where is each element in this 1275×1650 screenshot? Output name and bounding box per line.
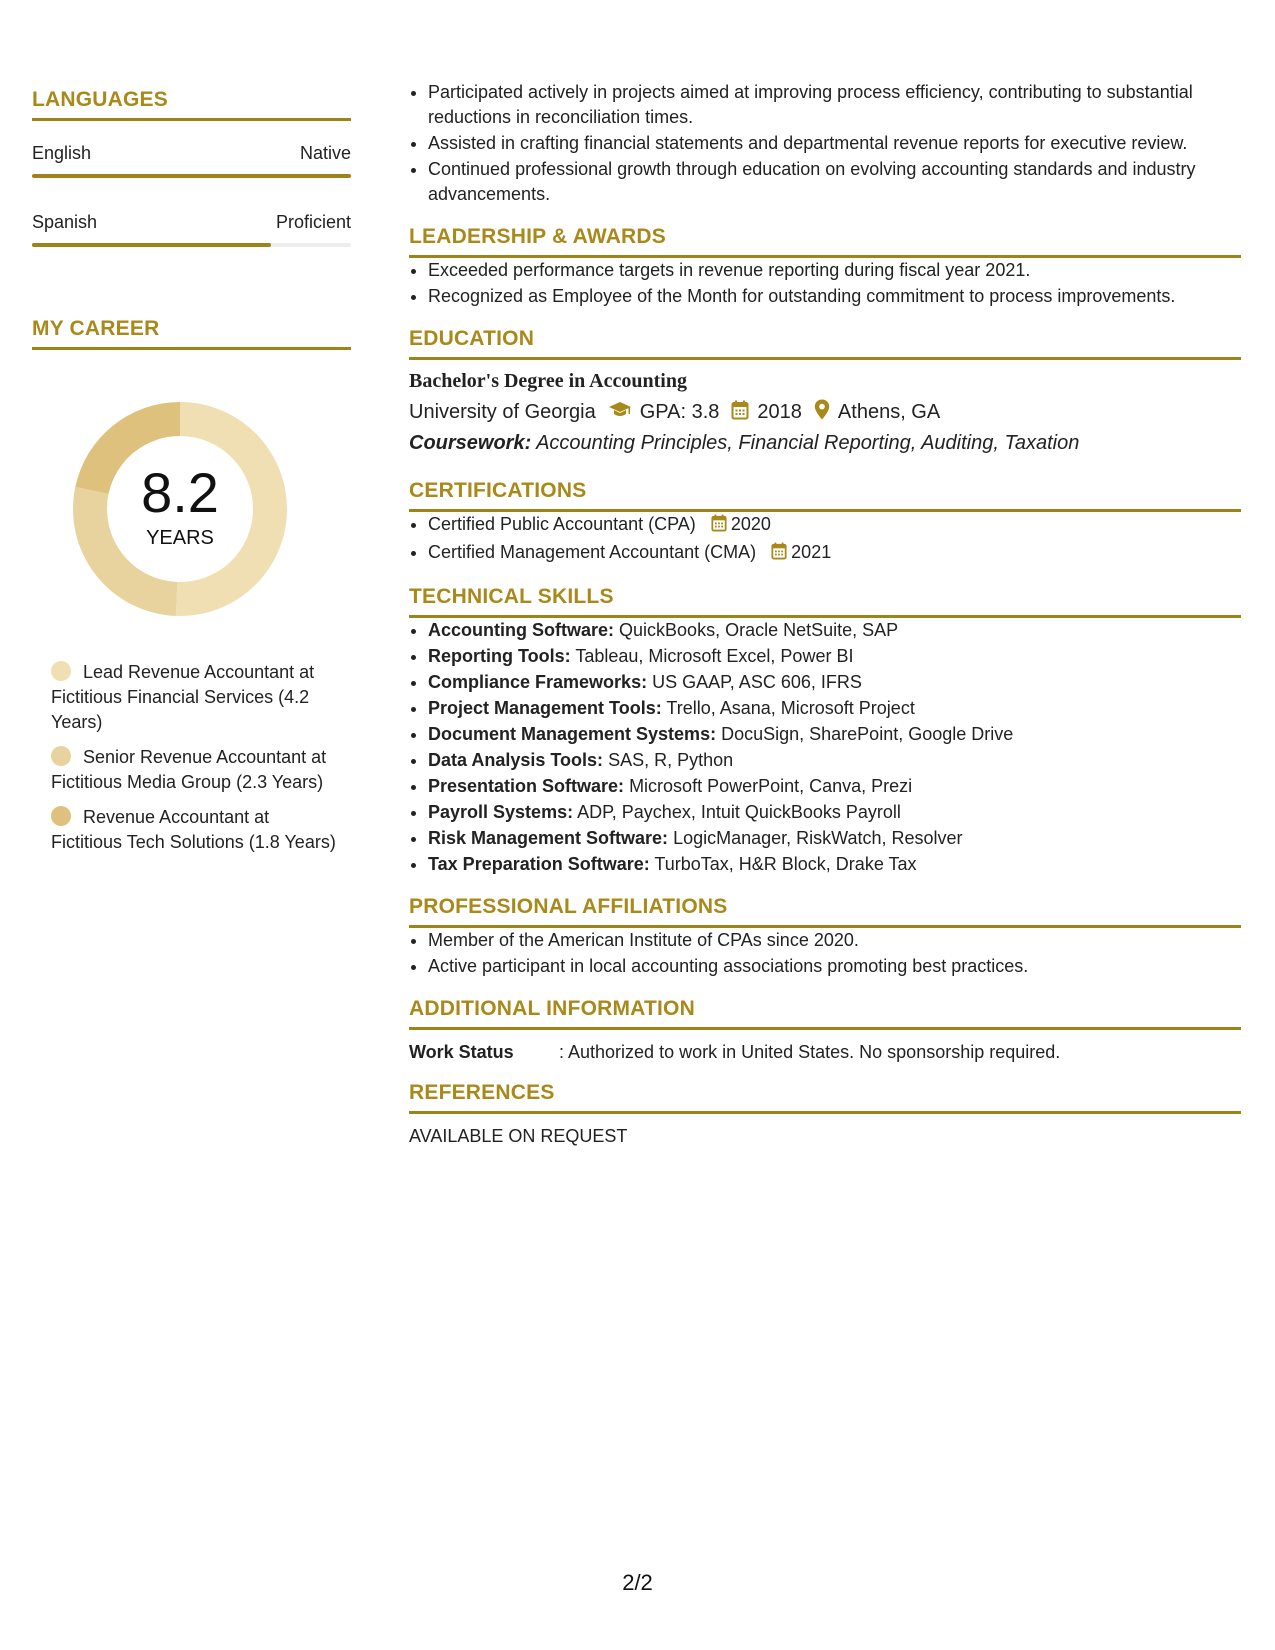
certification-year: 2021: [791, 542, 832, 562]
list-item: • Member of the American Institute of CPAs since 2020.: [428, 928, 1241, 953]
skill-value: DocuSign, SharePoint, Google Drive: [721, 724, 1014, 744]
career-donut-chart: [65, 394, 295, 624]
skill-label: Tax Preparation Software:: [428, 854, 650, 874]
list-item: • Exceeded performance targets in revenue reporting during fiscal year 2021.: [428, 258, 1241, 283]
references-text: AVAILABLE ON REQUEST: [409, 1126, 628, 1146]
skill-label: Risk Management Software:: [428, 828, 669, 848]
skill-label: Payroll Systems:: [428, 802, 574, 822]
gpa: GPA: 3.8: [639, 401, 720, 423]
skill-value: US GAAP, ASC 606, IFRS: [652, 672, 862, 692]
certification-name: Certified Management Accountant (CMA): [428, 542, 757, 562]
language-name: English: [32, 143, 92, 163]
list-item: • Assisted in crafting financial statements and departmental revenue reports for executive review.: [428, 131, 1241, 156]
list-item: [428, 852, 1241, 877]
skill-label: Reporting Tools:: [428, 646, 571, 666]
list-item: [428, 644, 1241, 669]
language-spanish: [32, 212, 351, 247]
skill-value: QuickBooks, Oracle NetSuite, SAP: [619, 620, 899, 640]
languages-title: LANGUAGES: [32, 88, 351, 121]
career-total-unit: YEARS: [146, 526, 214, 549]
school-name: University of Georgia: [409, 401, 596, 423]
education-section: [409, 327, 1241, 455]
location-pin-icon: [814, 399, 830, 426]
section-title: EDUCATION: [409, 327, 1241, 360]
skill-value: LogicManager, RiskWatch, Resolver: [673, 828, 963, 848]
section-title: REFERENCES: [409, 1081, 1241, 1114]
skill-value: Trello, Asana, Microsoft Project: [666, 698, 915, 718]
skill-label: Project Management Tools:: [428, 698, 662, 718]
list-item: [428, 774, 1241, 799]
list-item: [428, 800, 1241, 825]
skill-label: Data Analysis Tools:: [428, 750, 604, 770]
references-section: [409, 1081, 1241, 1147]
career-legend: [51, 660, 341, 855]
section-title: CERTIFICATIONS: [409, 479, 1241, 512]
list-item: [428, 670, 1241, 695]
calendar-icon: [711, 514, 727, 539]
list-item: [428, 512, 1241, 539]
language-english: [32, 143, 351, 178]
list-item: • Active participant in local accounting associations promoting best practices.: [428, 954, 1241, 979]
degree-title: Bachelor's Degree in Accounting: [409, 370, 687, 392]
work-status-value: : Authorized to work in United States. No sponsorship required.: [559, 1042, 1061, 1062]
skill-value: TurboTax, H&R Block, Drake Tax: [654, 854, 917, 874]
legend-dot: [51, 806, 71, 826]
left-column: [32, 88, 351, 865]
section-title: LEADERSHIP & AWARDS: [409, 225, 1241, 258]
skill-label: Presentation Software:: [428, 776, 625, 796]
career-role-label: Lead Revenue Accountant at Fictitious Financial Services (4.2 Years): [51, 662, 315, 732]
right-column: [409, 80, 1241, 1147]
list-item: • Continued professional growth through education on evolving accounting standards and industry advancements.: [428, 157, 1241, 207]
career-legend-item: [51, 805, 341, 855]
graduation-cap-icon: [608, 401, 632, 425]
career-total-years: 8.2: [141, 460, 219, 524]
career-role-label: Revenue Accountant at Fictitious Tech Solutions (1.8 Years): [51, 807, 336, 852]
language-level: Proficient: [275, 212, 351, 232]
language-bar: [32, 243, 351, 247]
coursework: [409, 432, 1241, 455]
skill-value: Tableau, Microsoft Excel, Power BI: [575, 646, 854, 666]
skills-list: [409, 618, 1241, 877]
skill-value: Microsoft PowerPoint, Canva, Prezi: [629, 776, 913, 796]
career-role-label: Senior Revenue Accountant at Fictitious Media Group (2.3 Years): [51, 747, 327, 792]
graduation-year: 2018: [757, 401, 802, 423]
certification-year: 2020: [730, 514, 771, 534]
language-bar-fill: [32, 174, 351, 178]
skill-value: SAS, R, Python: [608, 750, 734, 770]
section-title: ADDITIONAL INFORMATION: [409, 997, 1241, 1030]
list-item: [428, 618, 1241, 643]
calendar-icon: [771, 542, 787, 567]
section-title: PROFESSIONAL AFFILIATIONS: [409, 895, 1241, 928]
career-title: MY CAREER: [32, 317, 351, 350]
career-legend-item: [51, 745, 341, 795]
language-level: Native: [299, 143, 351, 163]
school-location: Athens, GA: [837, 401, 941, 423]
language-bar-fill: [32, 243, 271, 247]
skill-label: Compliance Frameworks:: [428, 672, 648, 692]
skill-label: Accounting Software:: [428, 620, 615, 640]
experience-bullets: [409, 80, 1241, 207]
list-item: [428, 696, 1241, 721]
calendar-icon: [731, 400, 749, 426]
section-title: TECHNICAL SKILLS: [409, 585, 1241, 618]
list-item: [428, 722, 1241, 747]
list-item: [428, 826, 1241, 851]
certifications-section: [409, 479, 1241, 567]
list-item: [428, 540, 1241, 567]
list-item: • Recognized as Employee of the Month for outstanding commitment to process improvements.: [428, 284, 1241, 309]
language-bar: [32, 174, 351, 178]
language-name: Spanish: [32, 212, 98, 232]
additional-info-section: [409, 997, 1241, 1063]
coursework-label: Coursework:: [409, 432, 532, 454]
legend-dot: [51, 746, 71, 766]
legend-dot: [51, 661, 71, 681]
list-item: [428, 748, 1241, 773]
skill-label: Document Management Systems:: [428, 724, 717, 744]
leadership-section: [409, 225, 1241, 309]
coursework-list: Accounting Principles, Financial Reporting, Auditing, Taxation: [536, 432, 1080, 454]
work-status-label: Work Status: [409, 1042, 514, 1062]
list-item: • Participated actively in projects aimed at improving process efficiency, contributing to substantial reductions in reconciliation times.: [428, 80, 1241, 130]
certification-name: Certified Public Accountant (CPA): [428, 514, 696, 534]
page-number: 2/2: [622, 1570, 653, 1595]
affiliations-section: [409, 895, 1241, 979]
skill-value: ADP, Paychex, Intuit QuickBooks Payroll: [577, 802, 901, 822]
skills-section: [409, 585, 1241, 877]
career-legend-item: [51, 660, 341, 735]
